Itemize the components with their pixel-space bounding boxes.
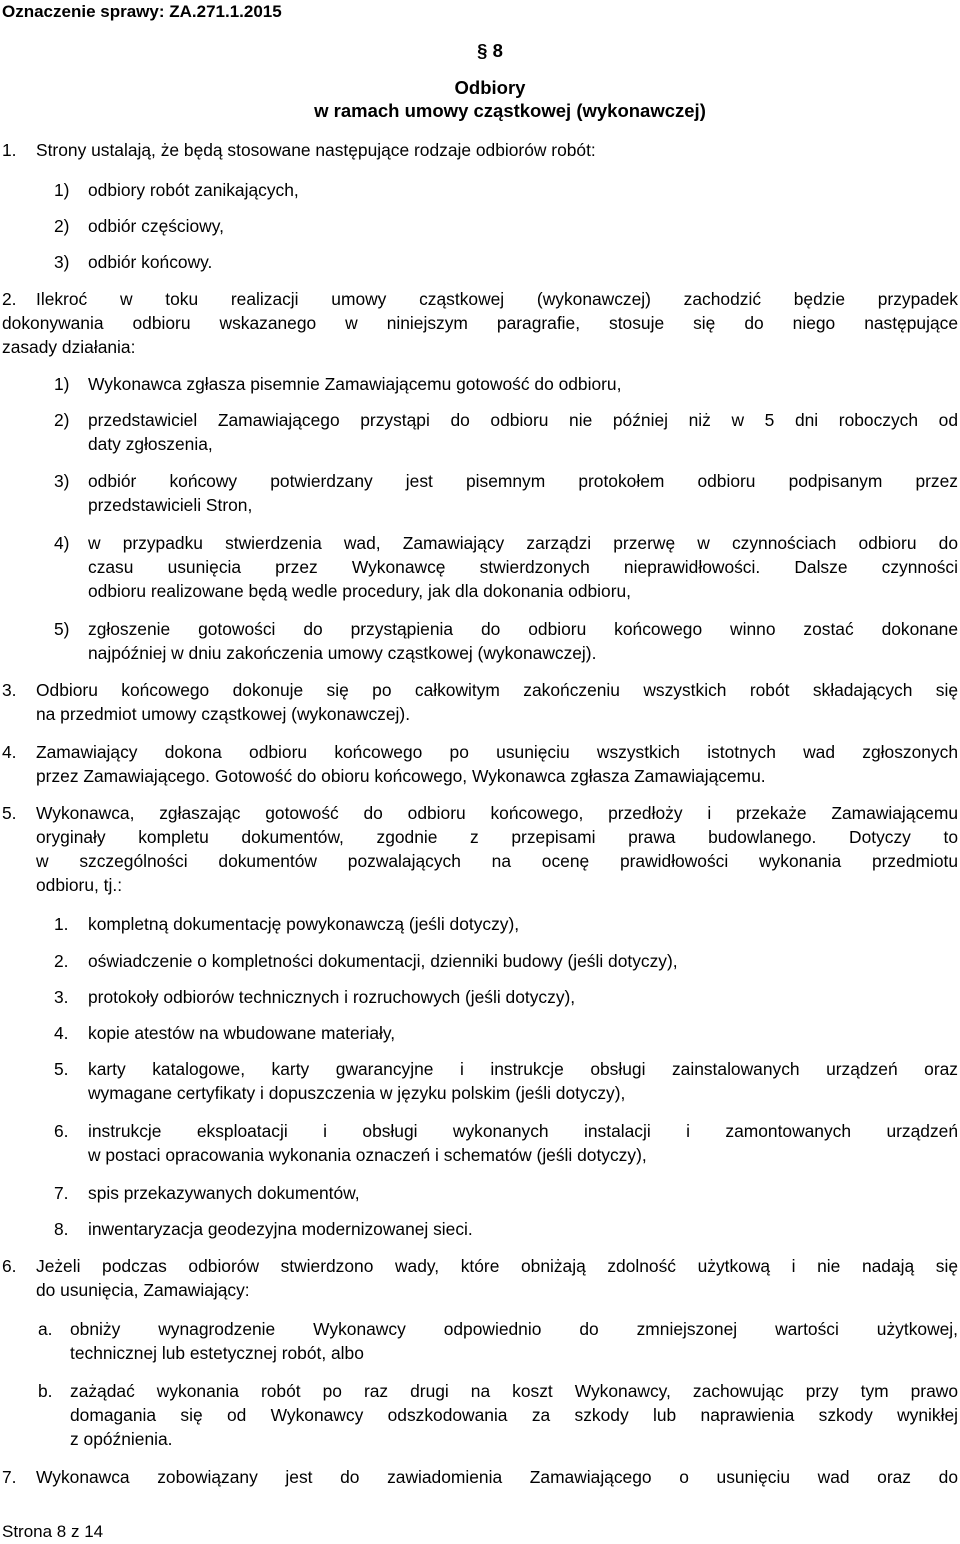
list-item-text: instrukcje eksploatacji i obsługi wykonanych instalacji i zamontowanych urządzeń (88, 1121, 958, 1141)
page-footer: Strona 8 z 14 (2, 1522, 104, 1541)
list-item-text: daty zgłoszenia, (88, 434, 213, 454)
paragraph-number: 4. (2, 742, 17, 762)
list-item-text: kopie atestów na wbudowane materiały, (88, 1023, 396, 1043)
list-item-text: z opóźnienia. (70, 1429, 173, 1449)
paragraph-line: Ilekroć w toku realizacji umowy cząstkowej (wykonawczej) zachodzić będzie przypadek (36, 289, 958, 309)
paragraph-line: Odbioru końcowego dokonuje się po całkowitym zakończeniu wszystkich robót składających się (36, 680, 958, 700)
section-subtitle: w ramach umowy cząstkowej (wykonawczej) (314, 100, 706, 121)
list-item-number: 3. (54, 987, 69, 1007)
list-item-number: b. (38, 1381, 53, 1401)
paragraph-number: 5. (2, 803, 17, 823)
paragraph-line: oryginały kompletu dokumentów, zgodnie z przepisami prawa budowlanego. Dotyczy to (36, 827, 958, 847)
list-item-number: a. (38, 1319, 53, 1339)
paragraph-number: 2. (2, 289, 17, 309)
paragraph-line: w szczególności dokumentów pozwalających na ocenę prawidłowości wykonania przedmiotu (36, 851, 958, 871)
list-item-number: 5. (54, 1059, 69, 1079)
case-reference: Oznaczenie sprawy: ZA.271.1.2015 (2, 2, 282, 21)
list-item-number: 1) (54, 180, 70, 200)
list-item-text: najpóźniej w dniu zakończenia umowy cząstkowej (wykonawczej). (88, 643, 597, 663)
list-item-text: domagania się od Wykonawcy odszkodowania za szkody lub naprawienia szkody wynikłej (70, 1405, 958, 1425)
list-item-text: zażądać wykonania robót po raz drugi na koszt Wykonawcy, zachowując przy tym prawo (70, 1381, 958, 1401)
list-item-text: przedstawicieli Stron, (88, 495, 253, 515)
list-item-text: w przypadku stwierdzenia wad, Zamawiający zarządzi przerwę w czynnościach odbioru do (88, 533, 958, 553)
list-item-text: obniży wynagrodzenie Wykonawcy odpowiednio do zmniejszonej wartości użytkowej, (70, 1319, 958, 1339)
paragraph-line: Jeżeli podczas odbiorów stwierdzono wady, które obniżają zdolność użytkową i nie nadają się (36, 1256, 958, 1276)
list-item-text: inwentaryzacja geodezyjna modernizowanej sieci. (88, 1219, 473, 1239)
list-item-number: 6. (54, 1121, 69, 1141)
paragraph-number: 3. (2, 680, 17, 700)
paragraph-line: przez Zamawiającego. Gotowość do obioru końcowego, Wykonawca zgłasza Zamawiającemu. (36, 766, 766, 786)
list-item-number: 4) (54, 533, 70, 553)
list-item-text: karty katalogowe, karty gwarancyjne i instrukcje obsługi zainstalowanych urządzeń oraz (88, 1059, 958, 1079)
paragraph-line: dokonywania odbioru wskazanego w niniejszym paragrafie, stosuje się do niego następujące (2, 313, 958, 333)
paragraph-text: Strony ustalają, że będą stosowane następujące rodzaje odbiorów robót: (36, 140, 596, 160)
section-title: Odbiory (454, 77, 526, 98)
list-item-text: protokoły odbiorów technicznych i rozruchowych (jeśli dotyczy), (88, 987, 576, 1007)
list-item-text: odbiór częściowy, (88, 216, 224, 236)
list-item-text: technicznej lub estetycznej robót, albo (70, 1343, 364, 1363)
list-item-number: 5) (54, 619, 70, 639)
list-item-number: 3) (54, 252, 70, 272)
list-item-text: oświadczenie o kompletności dokumentacji, dzienniki budowy (jeśli dotyczy), (88, 951, 678, 971)
list-item-text: czasu usunięcia przez Wykonawcę stwierdzonych nieprawidłowości. Dalsze czynności (88, 557, 958, 577)
section-number: § 8 (477, 40, 503, 61)
list-item-number: 7. (54, 1183, 69, 1203)
list-item-text: Wykonawca zgłasza pisemnie Zamawiającemu gotowość do odbioru, (88, 374, 622, 394)
list-item-number: 2) (54, 216, 70, 236)
list-item-text: przedstawiciel Zamawiającego przystąpi do odbioru nie później niż w 5 dni roboczych od (88, 410, 958, 430)
list-item-text: odbiory robót zanikających, (88, 180, 299, 200)
list-item-text: zgłoszenie gotowości do przystąpienia do odbioru końcowego winno zostać dokonane (88, 619, 958, 639)
paragraph-line: Zamawiający dokona odbioru końcowego po usunięciu wszystkich istotnych wad zgłoszonych (36, 742, 958, 762)
list-item-number: 2. (54, 951, 69, 971)
list-item-number: 8. (54, 1219, 69, 1239)
paragraph-number: 7. (2, 1467, 17, 1487)
paragraph-line: Wykonawca zobowiązany jest do zawiadomienia Zamawiającego o usunięciu wad oraz do (36, 1467, 958, 1487)
list-item-number: 1) (54, 374, 70, 394)
paragraph-line: na przedmiot umowy cząstkowej (wykonawczej). (36, 704, 411, 724)
paragraph-line: Wykonawca, zgłaszając gotowość do odbioru końcowego, przedłoży i przekaże Zamawiającemu (36, 803, 958, 823)
list-item-text: w postaci opracowania wykonania oznaczeń i schematów (jeśli dotyczy), (88, 1145, 647, 1165)
list-item-text: kompletną dokumentację powykonawczą (jeśli dotyczy), (88, 914, 520, 934)
list-item-text: odbiór końcowy. (88, 252, 213, 272)
paragraph-line: odbioru, tj.: (36, 875, 123, 895)
paragraph-line: zasady działania: (2, 337, 136, 357)
list-item-text: spis przekazywanych dokumentów, (88, 1183, 360, 1203)
paragraph-number: 6. (2, 1256, 17, 1276)
list-item-number: 1. (54, 914, 69, 934)
list-item-number: 4. (54, 1023, 69, 1043)
paragraph-line: do usunięcia, Zamawiający: (36, 1280, 250, 1300)
paragraph-number: 1. (2, 140, 17, 160)
list-item-number: 3) (54, 471, 70, 491)
list-item-text: wymagane certyfikaty i dopuszczenia w języku polskim (jeśli dotyczy), (88, 1083, 626, 1103)
list-item-text: odbiór końcowy potwierdzany jest pisemnym protokołem odbioru podpisanym przez (88, 471, 958, 491)
list-item-number: 2) (54, 410, 70, 430)
list-item-text: odbioru realizowane będą wedle procedury, jak dla dokonania odbioru, (88, 581, 632, 601)
